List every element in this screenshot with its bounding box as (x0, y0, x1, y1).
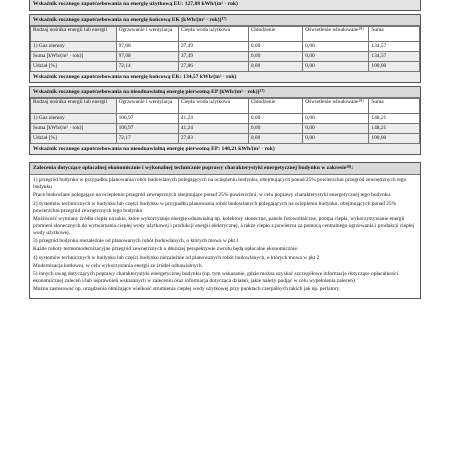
ek-row-sum (31, 52, 420, 62)
ek-col-lighting-footnote: 18) (358, 27, 364, 31)
ek-heading-footnote: 17) (221, 17, 227, 21)
ek-cell: 27,86 (178, 62, 248, 72)
ep-cell: 27,83 (178, 134, 248, 144)
ep-section (29, 86, 421, 155)
ek-col-hot-water: Ciepła woda użytkowa (178, 27, 248, 42)
ek-cell: 0,00 (303, 52, 369, 62)
ek-col-carrier: Rodzaj nośnika energii lub energii (31, 27, 117, 42)
recommendations-heading-footnote: 19) (346, 165, 352, 169)
ek-cell: 37,49 (178, 42, 248, 52)
recommendation-item: 5) innych uwag dotyczących poprawy charakterystyki energetycznej budynku (np. tym wskazanie, gdzie można uzyskać szczegółowe informacje dotyczące opłacalności ekonomicznej zaleceń i/lub usprawnień wskazanych w zaleceniu oraz informacja dotycząca działań, jakie należy podjąć w celu wypełnienia zaleceń) (33, 271, 398, 285)
ep-col-hot-water: Ciepła woda użytkowa (178, 99, 248, 114)
ep-row-label: Suma [kWh/(m² · rok)] (31, 124, 117, 134)
ep-table (30, 98, 420, 144)
ek-cell: 100,00 (369, 62, 420, 72)
ek-col-heating: Ogrzewanie i wentylacja (116, 27, 178, 42)
ek-cell: 97,08 (116, 52, 178, 62)
recommendation-text: Prace budowlane polegające na ociepleniu przegród zewnętrznych obejmujące ponad 25% powierzchni, w celu poprawy charakterystyki energetycznej tego budynku. (33, 192, 392, 199)
ek-row-label: 1) Gaz ziemny (31, 42, 117, 52)
ep-cell: 41,24 (178, 124, 248, 134)
recommendation-item: 3) przegród budynku niezależnie od planowanych robót budowlanych, o których mowa w pkt 1 (33, 238, 239, 245)
ek-cell: 97,08 (116, 42, 178, 52)
ek-table (30, 26, 420, 72)
ek-cell: 0,00 (248, 42, 302, 52)
ek-cell: 0,00 (303, 62, 369, 72)
ep-row-label: Udział [%] (31, 134, 117, 144)
ep-col-carrier: Rodzaj nośnika energii lub energii (31, 99, 117, 114)
ep-heading-text: Wskaźnik rocznego zapotrzebowania na nieodnawialną energię pierwotną EP [kWh/(m² · rok)] (33, 89, 260, 95)
ep-cell: 41,24 (178, 114, 248, 124)
ep-col-lighting-text: Oświetlenie wbudowane (305, 99, 359, 105)
ek-cell: 134,57 (369, 52, 420, 62)
eu-indicator-bar: Wskaźnik rocznego zapotrzebowania na energię użytkową EU: 127,88 kWh/(m² · rok) (29, 0, 421, 11)
ep-row-label: 1) Gaz ziemny (31, 114, 117, 124)
recommendations-section (29, 162, 421, 299)
ep-row-share (31, 134, 420, 144)
ep-cell: 148,21 (369, 124, 420, 134)
ek-col-sum: Suma (369, 27, 420, 42)
ek-col-lighting (303, 27, 369, 42)
recommendations-body (30, 175, 420, 298)
ek-cell: 0,00 (303, 42, 369, 52)
ek-row-label: Suma [kWh/(m² · rok)] (31, 52, 117, 62)
ek-col-cooling: Chłodzenie (248, 27, 302, 42)
ek-row-gas (31, 42, 420, 52)
recommendation-item: 1) przegród budynku w przypadku planowania robót budowlanych polegających na ociepleniu budynku, obejmujących ponad 25% powierzchni przegród zewnętrznych tego budynku (33, 177, 407, 191)
ep-row-gas (31, 114, 420, 124)
ek-cell: 0,00 (248, 62, 302, 72)
ep-cell: 106,97 (116, 114, 178, 124)
ep-col-sum: Suma (369, 99, 420, 114)
ep-cell: 72,17 (116, 134, 178, 144)
ep-col-lighting-footnote: 18) (358, 99, 364, 103)
recommendation-text: Każde roboty termomodernizacyjne przegród zewnętrznych o dłuższej perspektywie zwrotu będą opłacalne ekonomicznie. (33, 246, 299, 253)
ep-cell: 106,97 (116, 124, 178, 134)
ek-heading (30, 15, 420, 26)
ep-col-lighting (303, 99, 369, 114)
ek-cell: 37,49 (178, 52, 248, 62)
recommendation-item: 4) systemów technicznych w budynku lub części budynku niezależnie od planowanych robót budowlanych, o których mowa w pkt 2 (33, 254, 320, 261)
ek-heading-text: Wskaźnik rocznego zapotrzebowania na energię końcową EK [kWh/(m² · rok)] (33, 17, 222, 23)
ek-cell: 134,57 (369, 42, 420, 52)
ep-footer: Wskaźnik rocznego zapotrzebowania na nieodnawialną energię pierwotną EP: 148,21 kWh/(m² · rok) (30, 144, 420, 154)
ep-row-sum (31, 124, 420, 134)
ep-cell: 148,21 (369, 114, 420, 124)
recommendation-text: Możliwość wymiany źródła ciepła na takie, które wykorzystuje energię odnawialną np. kolektory słoneczne, panele fotowoltaiczne, pompa ciepła, wykorzystywanie energii promieni słonecznych do wytwarzania ciepłej wody użytkowej i produkcji energii elektrycznej, a także ciepło z powietrza za pomocą centralnego ogrzewania i produkcji ciepłej wody użytkowej. (33, 215, 415, 236)
ek-cell: 72,14 (116, 62, 178, 72)
ep-cell: 0,00 (248, 134, 302, 144)
certificate-page (29, 0, 421, 299)
recommendation-text: Można zastosować np. urządzenia obniżające wielkość strumienia ciepłej wody użytkowej przy punktach czerpalnych takich jak np. perlatory. (33, 286, 341, 293)
recommendations-heading: Zalecenia dotyczące opłacalnej ekonomicznie i wykonalnej technicznie poprawy charakterystyki energetycznej budynku w zakresie$^{19)}$: (30, 163, 420, 175)
ep-cell: 0,00 (303, 114, 369, 124)
ep-header-row (31, 99, 420, 114)
ep-cell: 0,00 (248, 114, 302, 124)
ek-section (29, 14, 421, 83)
recommendation-text: Modernizacja kotłowni, w celu wykorzystania energii ze źródeł odnawialnych. (33, 262, 203, 269)
ek-col-lighting-text: Oświetlenie wbudowane (305, 27, 359, 33)
ep-col-heating: Ogrzewanie i wentylacja (116, 99, 178, 114)
ep-heading (30, 87, 420, 98)
ep-cell: 0,00 (303, 124, 369, 134)
ek-header-row (31, 27, 420, 42)
ep-cell: 0,00 (248, 124, 302, 134)
ep-heading-footnote: 17) (259, 89, 265, 93)
ep-col-cooling: Chłodzenie (248, 99, 302, 114)
recommendation-item: 2) systemów technicznych w budynku lub części budynku w przypadku planowania robót budowlanych polegających na ociepleniu budynku, obejmujących ponad 25% powierzchni przegród zewnętrznych tego budynku (33, 200, 397, 214)
ek-cell: 0,00 (248, 52, 302, 62)
ek-row-share (31, 62, 420, 72)
ek-footer: Wskaźnik rocznego zapotrzebowania na energię końcową EK: 134,57 kWh/(m² · rok) (30, 72, 420, 82)
recommendations-heading-text: Zalecenia dotyczące opłacalnej ekonomicznie i wykonalnej technicznie poprawy charakterystyki energetycznej budynku w zakresie (33, 165, 347, 171)
ep-cell: 0,00 (303, 134, 369, 144)
ek-row-label: Udział [%] (31, 62, 117, 72)
ep-cell: 100,00 (369, 134, 420, 144)
